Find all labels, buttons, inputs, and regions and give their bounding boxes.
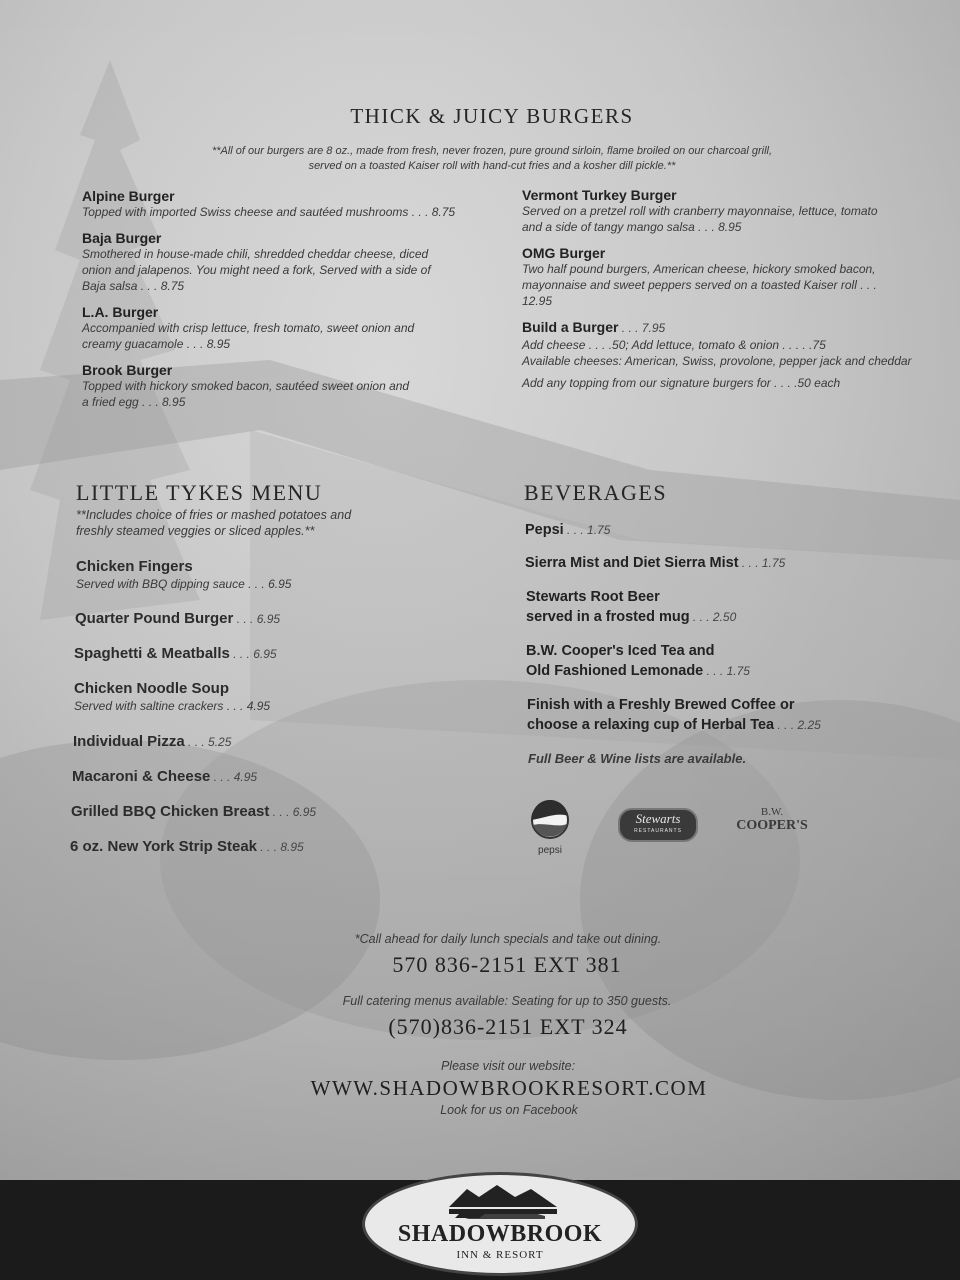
kid-item-grilled-bbq-chicken: Grilled BBQ Chicken Breast . . . 6.95	[71, 803, 317, 820]
kid-item-spaghetti-meatballs: Spaghetti & Meatballs . . . 6.95	[74, 645, 277, 662]
pepsi-globe-icon	[530, 800, 570, 840]
menu-item-build-a-burger: Build a Burger . . . 7.95 Add cheese . . . .50; Add lettuce, tomato & onion . . . . .75 Available cheeses: American, Swiss, provolone, pepper jack and cheddar Add any topping from our signature burgers for . . . .50 each	[522, 319, 912, 390]
tykes-title: LITTLE TYKES MENU	[76, 480, 323, 505]
facebook-note: Look for us on Facebook	[440, 1103, 578, 1117]
kid-item-individual-pizza: Individual Pizza . . . 5.25	[73, 733, 232, 750]
kid-item-chicken-fingers: Chicken Fingers Served with BBQ dipping sauce . . . 6.95	[76, 558, 292, 591]
stewarts-logo: Stewarts RESTAURANTS	[618, 808, 698, 842]
burgers-intro: **All of our burgers are 8 oz., made from fresh, never frozen, pure ground sirloin, flame broiled on our charcoal grill, served on a toasted Kaiser roll with hand-cut fries and a kosher dill pickle.**	[211, 145, 773, 172]
beer-wine-note: Full Beer & Wine lists are available.	[528, 751, 747, 766]
website-note: Please visit our website:	[440, 1059, 576, 1073]
catering-note: Full catering menus available: Seating for up to 350 guests.	[342, 994, 672, 1008]
bw-coopers-logo: B.W. COOPER'S	[736, 806, 808, 833]
menu-item-vermont-turkey-burger: Vermont Turkey Burger Served on a pretzel roll with cranberry mayonnaise, lettuce, tomato and a side of tangy mango salsa . . . 8.95	[522, 187, 878, 234]
shadowbrook-logo	[362, 1172, 638, 1276]
menu-item-la-burger: L.A. Burger Accompanied with crisp lettuce, fresh tomato, sweet onion and creamy guacamole . . . 8.95	[82, 304, 415, 351]
burgers-left-column	[82, 188, 482, 410]
menu-item-baja-burger: Baja Burger Smothered in house-made chili, shredded cheddar cheese, diced onion and jalapenos. You might need a fork, Served with a side of Baja salsa . . . 8.75	[82, 230, 431, 293]
call-ahead-note: *Call ahead for daily lunch specials and take out dining.	[354, 932, 662, 946]
kid-item-quarter-pound-burger: Quarter Pound Burger . . . 6.95	[75, 610, 281, 627]
pepsi-logo: pepsi	[528, 800, 572, 856]
kid-item-ny-strip-steak: 6 oz. New York Strip Steak . . . 8.95	[70, 838, 304, 855]
logo-subtitle: INN & RESORT	[456, 1249, 544, 1261]
bev-item-coffee-tea: Finish with a Freshly Brewed Coffee or choose a relaxing cup of Herbal Tea . . . 2.25	[527, 697, 821, 733]
bev-item-sierra-mist: Sierra Mist and Diet Sierra Mist . . . 1.75	[525, 555, 786, 571]
logo-name: SHADOWBROOK	[397, 1221, 603, 1247]
beverages-title: BEVERAGES	[524, 480, 668, 505]
menu-item-brook-burger: Brook Burger Topped with hickory smoked bacon, sautéed sweet onion and a fried egg . . . 8.95	[82, 362, 410, 409]
menu-item-omg-burger: OMG Burger Two half pound burgers, American cheese, hickory smoked bacon, mayonnaise and sweet peppers served on a toasted Kaiser roll . . . 12.95	[522, 245, 877, 308]
tykes-intro: **Includes choice of fries or mashed potatoes and freshly steamed veggies or sliced apples.**	[76, 508, 352, 538]
phone-catering: (570)836-2151 EXT 324	[388, 1014, 628, 1039]
kid-item-chicken-noodle-soup: Chicken Noodle Soup Served with saltine crackers . . . 4.95	[74, 680, 271, 713]
burgers-right-column	[522, 187, 942, 391]
menu-item-alpine-burger: Alpine Burger Topped with imported Swiss cheese and sautéed mushrooms . . . 8.75	[82, 188, 456, 219]
bev-item-stewarts-root-beer: Stewarts Root Beer served in a frosted mug . . . 2.50	[526, 589, 737, 625]
bev-item-iced-tea-lemonade: B.W. Cooper's Iced Tea and Old Fashioned Lemonade . . . 1.75	[526, 643, 750, 679]
website-link[interactable]: WWW.SHADOWBROOKRESORT.COM	[310, 1076, 708, 1100]
bev-item-pepsi: Pepsi . . . 1.75	[525, 522, 611, 538]
burgers-title: THICK & JUICY BURGERS	[350, 104, 634, 128]
mountain-lake-icon	[445, 1183, 561, 1221]
kid-item-macaroni-cheese: Macaroni & Cheese . . . 4.95	[72, 768, 258, 785]
phone-dining: 570 836-2151 EXT 381	[392, 952, 622, 977]
